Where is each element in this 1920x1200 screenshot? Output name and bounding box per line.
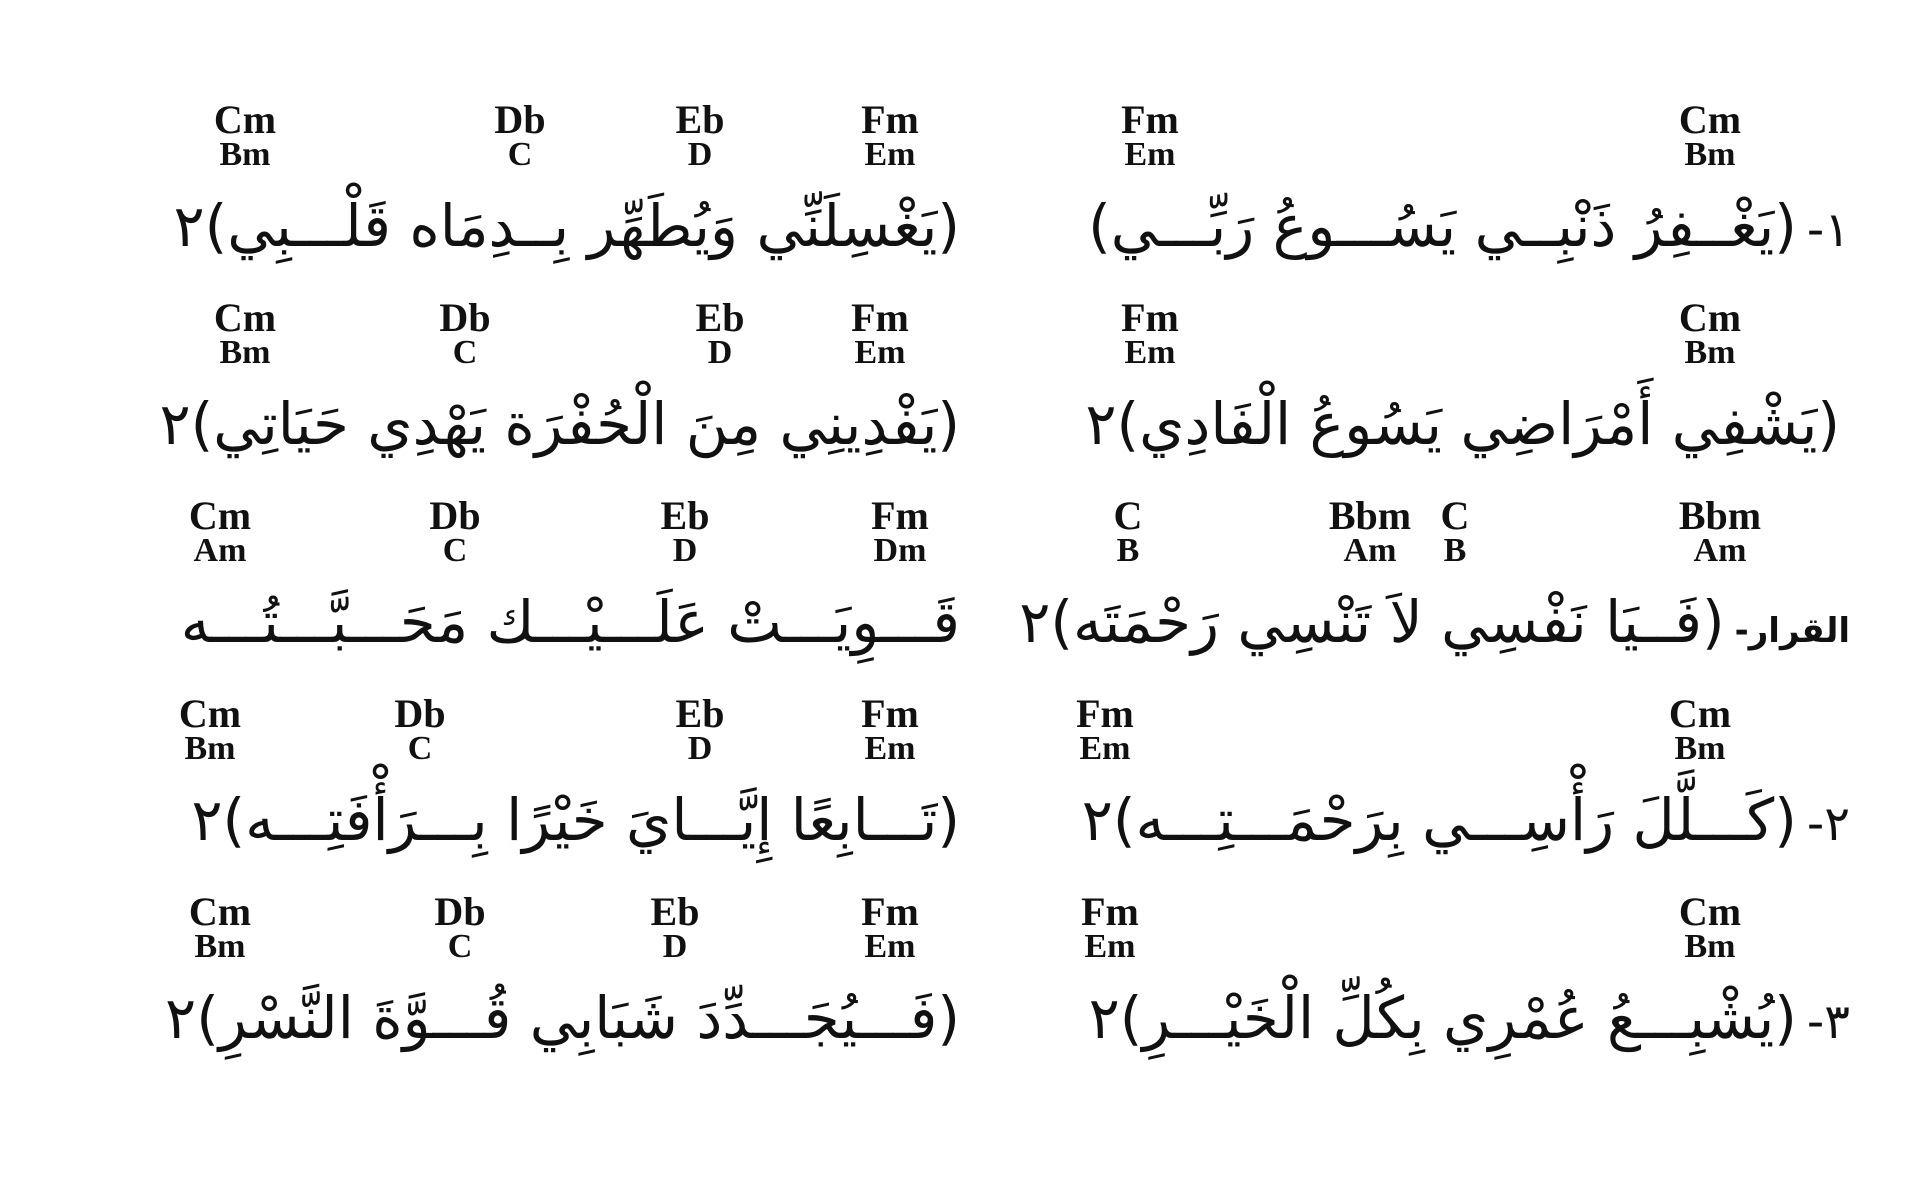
- chord: [1440, 493, 1470, 569]
- verse-block: [1000, 295, 1860, 496]
- chord-top: Cm: [213, 97, 277, 142]
- chord-row: [1000, 691, 1860, 770]
- chord: [650, 889, 700, 965]
- left-column: [110, 97, 970, 1090]
- chord-top: Eb: [660, 493, 710, 538]
- chord-bottom: Em: [1079, 730, 1131, 767]
- verse-block: [110, 889, 970, 1090]
- lyric-text: (يَغْــفِرُ ذَنْبِــي يَسُـــوعُ رَبِّـــي): [1088, 192, 1797, 260]
- chord-top: Eb: [675, 691, 725, 736]
- chord-top: Eb: [650, 889, 700, 934]
- lyric-line: [1000, 374, 1860, 484]
- chord-top: C: [1113, 493, 1143, 538]
- chord-bottom: B: [1443, 532, 1467, 569]
- chord-row: [110, 295, 970, 374]
- chord-bottom: Bm: [1684, 928, 1736, 965]
- chord: [1113, 493, 1143, 569]
- chord: [861, 691, 919, 767]
- chord-bottom: Dm: [873, 532, 927, 569]
- chord-top: Db: [429, 493, 481, 538]
- chord-top: Fm: [851, 295, 909, 340]
- chord-top: Cm: [1668, 691, 1732, 736]
- chord: [1121, 295, 1179, 371]
- chord-bottom: D: [687, 730, 713, 767]
- chord-bottom: C: [442, 532, 468, 569]
- lyric-text: قَـــوِيَـــتْ عَلَـــيْـــك مَحَـــبَّـــتُـــه: [180, 588, 960, 656]
- chord: [861, 889, 919, 965]
- chord: [188, 889, 252, 965]
- chord: [695, 295, 745, 371]
- chord-bottom: Em: [864, 730, 916, 767]
- chord-bottom: Bm: [219, 136, 271, 173]
- chord: [675, 97, 725, 173]
- chord-bottom: C: [407, 730, 433, 767]
- lyric-text: (فَــيَا نَفْسِي لاَ تَنْسِي رَحْمَتَه)٢: [1019, 588, 1725, 656]
- lyric-text: (كَـــلَّلَ رَأْسِـــي بِرَحْمَـــتِـــه)٢: [1081, 786, 1797, 854]
- chord-top: Db: [394, 691, 446, 736]
- chord: [1328, 493, 1412, 569]
- chord-top: Db: [494, 97, 546, 142]
- chord-top: Fm: [1121, 295, 1179, 340]
- chord-row: [110, 691, 970, 770]
- chord: [1678, 295, 1742, 371]
- chord: [439, 295, 491, 371]
- chord-top: C: [1440, 493, 1470, 538]
- lyric-text: (يُشْبِـــعُ عُمْرِي بِكُلِّ الْخَيْـــرِ)٢: [1088, 984, 1797, 1052]
- lyric-line: [110, 968, 970, 1078]
- chord: [871, 493, 929, 569]
- chord-bottom: Am: [193, 532, 247, 569]
- lyric-line: [1000, 770, 1860, 880]
- chord: [851, 295, 909, 371]
- chord-bottom: Bm: [219, 334, 271, 371]
- right-column: [1000, 97, 1860, 1090]
- chord-bottom: D: [687, 136, 713, 173]
- verse-number: ٣-: [1806, 994, 1850, 1050]
- chord: [494, 97, 546, 173]
- lyric-line: [1000, 968, 1860, 1078]
- chord-bottom: Bm: [1674, 730, 1726, 767]
- chord-bottom: Bm: [1684, 136, 1736, 173]
- chord-bottom: Em: [864, 928, 916, 965]
- chord: [213, 295, 277, 371]
- chorus-label: القرار-: [1734, 611, 1850, 651]
- chord: [178, 691, 242, 767]
- chord-bottom: Em: [1124, 334, 1176, 371]
- chord-row: [1000, 493, 1860, 572]
- chord: [660, 493, 710, 569]
- chord-bottom: C: [452, 334, 478, 371]
- chord-bottom: D: [707, 334, 733, 371]
- lyric-text: (تَـــابِعًا إِيَّـــايَ خَيْرًا بِـــرَأْفَتِـــه)٢: [191, 786, 960, 854]
- verse-block: [1000, 97, 1860, 298]
- chord: [429, 493, 481, 569]
- chord-top: Db: [434, 889, 486, 934]
- chord: [675, 691, 725, 767]
- lyric-line: [110, 176, 970, 286]
- chord-bottom: Am: [1343, 532, 1397, 569]
- chord-top: Cm: [188, 889, 252, 934]
- lyric-line: [1000, 176, 1860, 286]
- chord-row: [110, 889, 970, 968]
- chord-top: Cm: [1678, 889, 1742, 934]
- chord-bottom: Bm: [1684, 334, 1736, 371]
- chord: [434, 889, 486, 965]
- chord-bottom: Em: [854, 334, 906, 371]
- chord-bottom: D: [672, 532, 698, 569]
- chord-bottom: Em: [864, 136, 916, 173]
- chord-bottom: Bm: [194, 928, 246, 965]
- chord-top: Bbm: [1328, 493, 1412, 538]
- chord: [1121, 97, 1179, 173]
- chord-bottom: Em: [1124, 136, 1176, 173]
- chord-bottom: B: [1116, 532, 1140, 569]
- chord-top: Cm: [188, 493, 252, 538]
- chord-row: [110, 493, 970, 572]
- chord: [1678, 97, 1742, 173]
- chord-top: Db: [439, 295, 491, 340]
- chord-bottom: C: [507, 136, 533, 173]
- chord-top: Fm: [861, 97, 919, 142]
- chord-bottom: D: [662, 928, 688, 965]
- verse-block: [1000, 889, 1860, 1090]
- chord-top: Cm: [213, 295, 277, 340]
- chord-top: Eb: [695, 295, 745, 340]
- verse-block: [1000, 493, 1860, 694]
- lyric-line: [110, 770, 970, 880]
- verse-block: [110, 295, 970, 496]
- chord: [1081, 889, 1139, 965]
- chord: [1678, 493, 1762, 569]
- lyric-line: [110, 374, 970, 484]
- verse-block: [110, 97, 970, 298]
- chord: [188, 493, 252, 569]
- lyric-text: (يَفْدِينِي مِنَ الْحُفْرَة يَهْدِي حَيَاتِي)٢: [159, 390, 960, 458]
- chord-row: [1000, 97, 1860, 176]
- lyric-line: [110, 572, 970, 682]
- verse-number: ١-: [1806, 202, 1850, 258]
- verse-block: [110, 691, 970, 892]
- verse-number: ٢-: [1806, 796, 1850, 852]
- chord: [1678, 889, 1742, 965]
- chord-row: [1000, 295, 1860, 374]
- chord-row: [110, 97, 970, 176]
- chord: [213, 97, 277, 173]
- chord: [1668, 691, 1732, 767]
- chord-top: Fm: [1076, 691, 1134, 736]
- chord-bottom: Bm: [184, 730, 236, 767]
- chord-top: Eb: [675, 97, 725, 142]
- chord-top: Fm: [1121, 97, 1179, 142]
- chord: [394, 691, 446, 767]
- chord-top: Fm: [871, 493, 929, 538]
- chord-top: Fm: [1081, 889, 1139, 934]
- verse-block: [1000, 691, 1860, 892]
- chord-top: Fm: [861, 889, 919, 934]
- lyric-text: (فَـــيُجَـــدِّدَ شَبَابِي قُـــوَّةَ النَّسْرِ)٢: [165, 984, 960, 1052]
- chord: [1076, 691, 1134, 767]
- verse-block: [110, 493, 970, 694]
- chord-row: [1000, 889, 1860, 968]
- chord-bottom: Am: [1693, 532, 1747, 569]
- chord-top: Cm: [1678, 97, 1742, 142]
- chord-top: Cm: [178, 691, 242, 736]
- lyric-text: (يَغْسِلَنِّي وَيُطَهِّر بِــدِمَاه قَلْـــبِي)٢: [173, 192, 960, 260]
- chord-bottom: Em: [1084, 928, 1136, 965]
- chord-top: Cm: [1678, 295, 1742, 340]
- chord-top: Bbm: [1678, 493, 1762, 538]
- chord-bottom: C: [447, 928, 473, 965]
- lyric-line: [1000, 572, 1860, 682]
- chord-top: Fm: [861, 691, 919, 736]
- chord: [861, 97, 919, 173]
- lyric-text: (يَشْفِي أَمْرَاضِي يَسُوعُ الْفَادِي)٢: [1085, 390, 1840, 458]
